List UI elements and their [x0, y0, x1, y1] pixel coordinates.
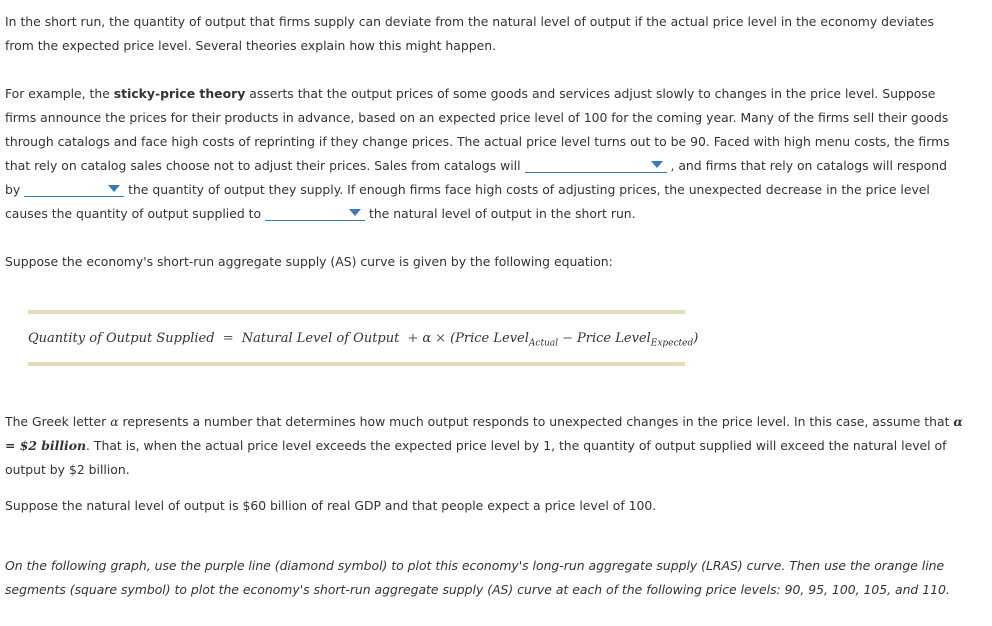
p4-text-a: The Greek letter	[5, 414, 111, 429]
eq-price-level-actual: Price Level	[455, 331, 529, 346]
p2-text-d: the quantity of output they supply. If enough firms face high costs of adjusting prices, the unexpected decrease in the price level causes the quantity of output supplied to	[5, 182, 930, 221]
p4-text-c: . That is, when the actual price level exceeds the expected price level by 1, the quantity of output supplied will exceed the natural level of output by $2 billion.	[5, 438, 947, 477]
alpha-symbol: α	[110, 414, 119, 429]
p2-text-b: asserts that the output prices of some goods and services adjust slowly to changes in the price level. Suppose firms announce the prices for their products in advance, based on an expected price level of 100 for the coming year. Many of the firms sell their goods through catalogs and face high costs of reprinting if they change prices. The actual price level turns out to be 90. Faced with high menu costs, the firms that rely on catalog sales choose not to adjust their prices. Sales from catalogs will	[5, 86, 950, 173]
eq-close-paren: )	[693, 331, 699, 346]
eq-plus: +	[407, 331, 419, 346]
eq-minus: −	[562, 331, 574, 346]
eq-times: ×	[435, 331, 447, 346]
p4-text-b: represents a number that determines how much output responds to unexpected changes in the price level. In this case, assume that	[118, 414, 954, 429]
as-equation	[28, 331, 698, 349]
sticky-price-paragraph	[5, 82, 965, 226]
sticky-price-theory-term: sticky-price theory	[113, 86, 246, 101]
p2-text-e: the natural level of output in the short run.	[365, 206, 636, 221]
chevron-down-icon	[651, 161, 663, 168]
equation-box	[28, 310, 699, 366]
firms-respond-dropdown[interactable]	[24, 182, 124, 197]
p2-text-a: For example, the	[5, 86, 114, 101]
catalog-sales-dropdown[interactable]	[525, 158, 667, 173]
chevron-down-icon	[349, 209, 361, 216]
as-curve-intro: Suppose the economy's short-run aggregate supply (AS) curve is given by the following equation:	[5, 254, 613, 269]
eq-price-level-expected: Price Level	[577, 331, 651, 346]
p2-text-c: , and firms that rely on catalogs will respond by	[5, 158, 947, 197]
eq-equals: =	[222, 331, 234, 346]
alpha-paragraph	[5, 410, 965, 482]
eq-expected-subscript: Expected	[650, 338, 694, 349]
chevron-down-icon	[108, 185, 120, 192]
eq-natural: Natural Level of Output	[241, 331, 400, 346]
alpha-value: α = $2 billion	[5, 414, 963, 453]
natural-output-paragraph: Suppose the natural level of output is $60 billion of real GDP and that people expect a price level of 100.	[5, 498, 657, 513]
eq-open-paren: (	[450, 331, 456, 346]
eq-lhs: Quantity of Output Supplied	[28, 331, 215, 346]
output-supplied-dropdown[interactable]	[265, 206, 365, 221]
eq-actual-subscript: Actual	[528, 338, 559, 349]
eq-alpha: α	[422, 331, 432, 346]
intro-paragraph: In the short run, the quantity of output that firms supply can deviate from the natural level of output if the actual price level in the economy deviates from the expected price level. Several theories explain how this might happen.	[5, 14, 934, 53]
graph-instructions: On the following graph, use the purple line (diamond symbol) to plot this economy's long-run aggregate supply (LRAS) curve. Then use the orange line segments (square symbol) to plot the economy's short-run aggregate supply (AS) curve at each of the following price levels: 90, 95, 100, 105, and 110.	[5, 558, 950, 597]
